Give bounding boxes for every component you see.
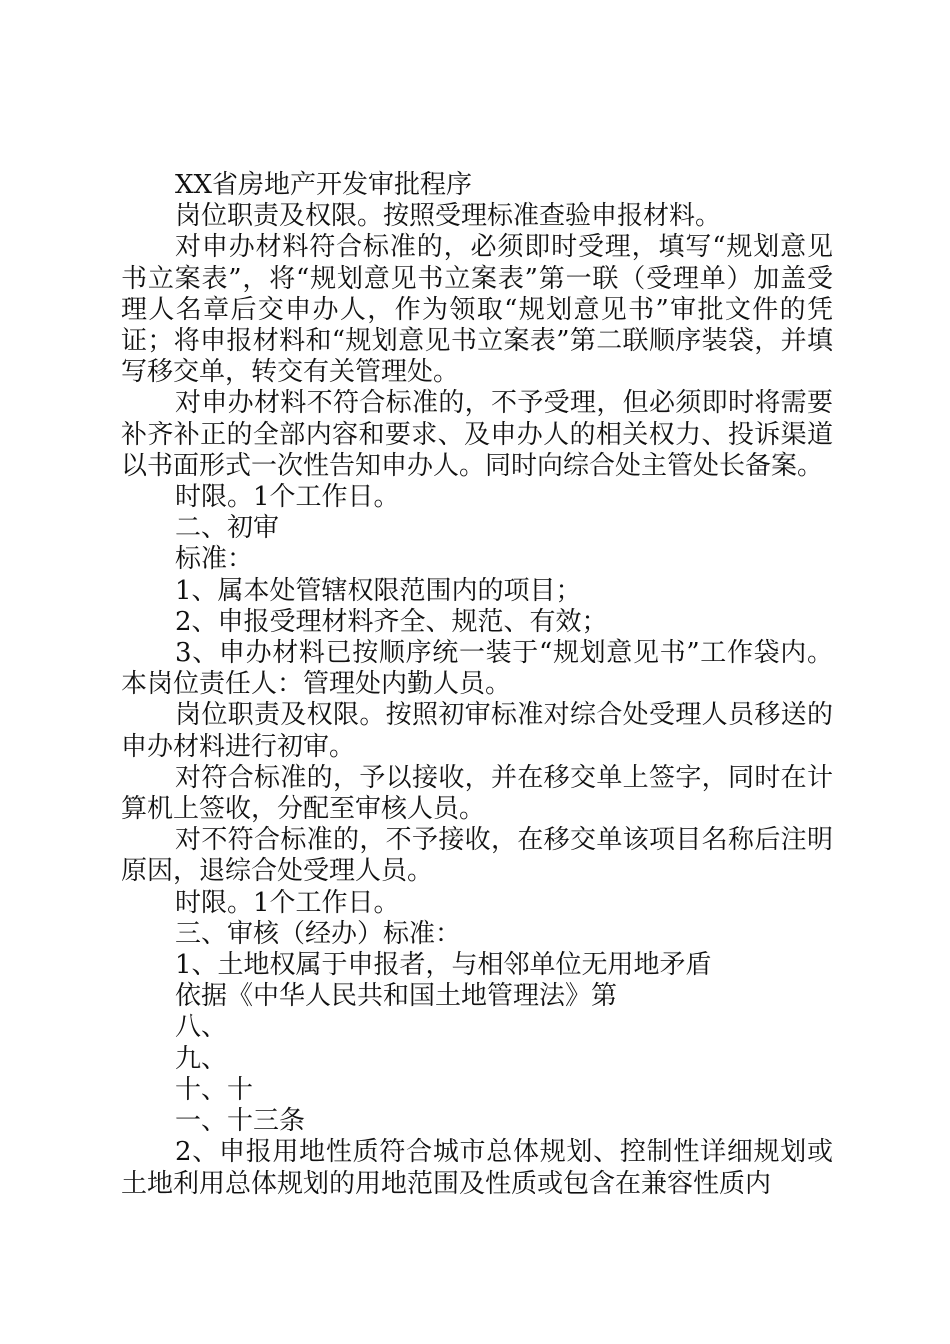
- list-item: 1、属本处管辖权限范围内的项目；: [175, 575, 582, 606]
- paragraph: 对不符合标准的，不予接收，在移交单该项目名称后注明原因，退综合处受理人员。: [121, 825, 833, 887]
- paragraph: 一、十三条: [175, 1106, 306, 1137]
- paragraph: 对申办材料符合标准的，必须即时受理，填写“规划意见书立案表”，将“规划意见书立案表”第一联（受理单）加盖受理人名章后交申办人，作为领取“规划意见书”审批文件的凭证；将申报材料和“规划意见书立案表”第二联顺序装袋，并填写移交单，转交有关管理处。: [121, 232, 833, 388]
- paragraph: 对申办材料不符合标准的，不予受理，但必须即时将需要补齐补正的全部内容和要求、及申办人的相关权力、投诉渠道以书面形式一次性告知申办人。同时向综合处主管处长备案。: [121, 388, 833, 481]
- paragraph: 时限。1个工作日。: [175, 482, 400, 513]
- paragraph: 八、: [175, 1012, 228, 1043]
- list-item: 2、申报受理材料齐全、规范、有效；: [175, 606, 608, 637]
- paragraph: 依据《中华人民共和国土地管理法》第: [175, 981, 618, 1012]
- section-heading: 二、初审: [175, 513, 280, 544]
- paragraph: 岗位职责及权限。按照受理标准查验申报材料。: [175, 201, 722, 232]
- list-item: 3、申办材料已按顺序统一装于“规划意见书”工作袋内。本岗位责任人：管理处内勤人员。: [121, 638, 833, 700]
- list-item: 1、土地权属于申报者，与相邻单位无用地矛盾: [175, 950, 712, 981]
- section-heading: 三、审核（经办）标准：: [175, 918, 462, 949]
- paragraph: 九、: [175, 1043, 228, 1074]
- document-title: XX省房地产开发审批程序: [175, 170, 473, 200]
- paragraph: 标准：: [175, 544, 254, 575]
- paragraph: 时限。1个工作日。: [175, 887, 400, 918]
- paragraph: 十、十: [175, 1074, 254, 1105]
- document-body: [121, 170, 833, 1200]
- paragraph: 对符合标准的，予以接收，并在移交单上签字，同时在计算机上签收，分配至审核人员。: [121, 762, 833, 825]
- paragraph: 岗位职责及权限。按照初审标准对综合处受理人员移送的申办材料进行初审。: [121, 700, 833, 762]
- list-item: 2、申报用地性质符合城市总体规划、控制性详细规划或土地利用总体规划的用地范围及性质或包含在兼容性质内: [121, 1137, 833, 1199]
